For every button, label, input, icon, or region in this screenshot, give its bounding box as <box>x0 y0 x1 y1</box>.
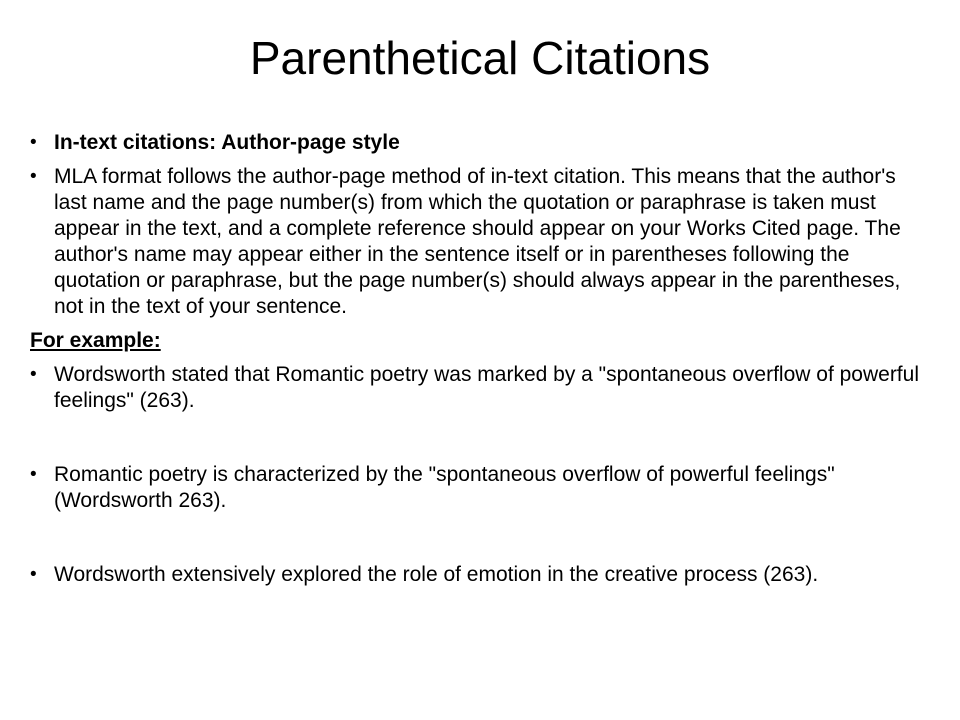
bullet-item <box>30 130 930 156</box>
bullet-icon: • <box>30 464 37 485</box>
slide-title: Parenthetical Citations <box>249 32 711 84</box>
example-item <box>30 362 930 414</box>
example-text: Wordsworth stated that Romantic poetry was marked by a "spontaneous overflow of powerful feelings" (263). <box>54 363 919 412</box>
bullet-text: MLA format follows the author-page method of in-text citation. This means that the author's last name and the page number(s) from which the quotation or paraphrase is taken must appear in the text, and a complete reference should appear on your Works Cited page. The author's name may appear either in the sentence itself or in parentheses following the quotation or paraphrase, but the page number(s) should always appear in the parentheses, not in the text of your sentence. <box>54 165 901 318</box>
example-label: For example: <box>30 329 161 352</box>
bullet-icon: • <box>30 564 37 585</box>
example-text: Wordsworth extensively explored the role of emotion in the creative process (263). <box>54 563 819 586</box>
bullet-heading: In-text citations: Author-page style <box>54 131 400 154</box>
bullet-icon: • <box>30 364 37 385</box>
example-text: Romantic poetry is characterized by the "spontaneous overflow of powerful feelings" (Wordsworth 263). <box>54 463 835 512</box>
slide-content <box>30 130 930 588</box>
bullet-icon: • <box>30 132 37 153</box>
bullet-icon: • <box>30 166 37 187</box>
example-item <box>30 462 930 514</box>
bullet-item <box>30 164 930 320</box>
example-item <box>30 562 930 588</box>
